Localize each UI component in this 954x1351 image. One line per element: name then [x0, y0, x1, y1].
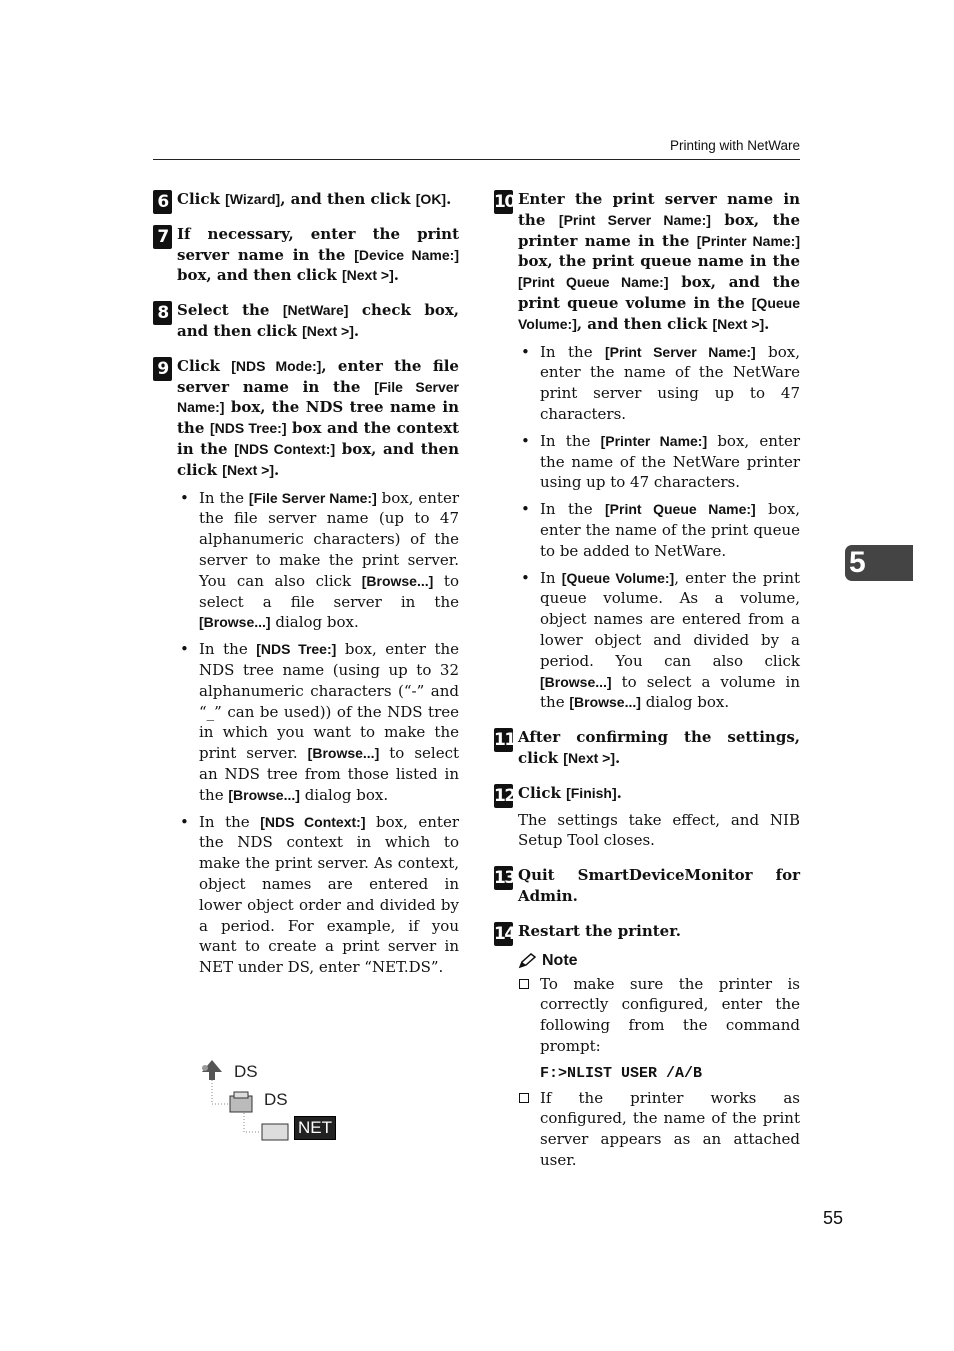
step-number: 8 — [153, 301, 172, 325]
step-instruction: Click [Finish]. — [518, 783, 622, 802]
step-number: 14 — [494, 923, 515, 944]
step-14 — [494, 921, 800, 942]
step-7 — [153, 224, 459, 286]
step-instruction: Enter the print server name in the [Print Server Name:] box, the printer name in the [Printer Name:] box, the print queue name in the [Print Queue Name:] box, and the print queue volume in the [Queue Volume:], and then click [Next >]. — [518, 190, 800, 333]
chapter-tab: 5 — [845, 545, 913, 581]
header-rule — [153, 159, 800, 160]
step-instruction: If necessary, enter the print server name in the [Device Name:] box, and then click [Next >]. — [177, 224, 459, 285]
step-instruction: After confirming the settings, click [Next >]. — [518, 728, 800, 767]
step-10 — [494, 189, 800, 713]
step-13 — [494, 865, 800, 907]
note-heading: Note — [518, 952, 800, 970]
right-column — [494, 189, 800, 1171]
step-result: The settings take effect, and NIB Setup Tool closes. — [518, 810, 800, 850]
list-item: • In the [NDS Context:] box, enter the NDS context in which to make the print server. As context, object names are entered in lower object order and divided by a period. For example, if you want to create a print server in NET under DS, enter “NET.DS”. — [180, 812, 459, 977]
note-item: If the printer works as configured, the name of the print server appears as an attached user. — [518, 1088, 800, 1171]
note-section — [494, 952, 800, 1171]
step-number: 12 — [494, 785, 515, 806]
step-number: 9 — [153, 357, 172, 381]
step-number: 7 — [153, 225, 172, 249]
tree-root-label: DS — [234, 1062, 258, 1081]
note-item: To make sure the printer is correctly configured, enter the following from the command prompt: — [518, 974, 800, 1057]
step-9 — [153, 356, 459, 978]
step-number: 6 — [153, 190, 172, 214]
org-unit-icon — [262, 1124, 288, 1140]
checkbox-bullet-icon — [519, 1093, 529, 1103]
step-9-bullets — [177, 488, 459, 978]
list-item: • In [Queue Volume:], enter the print queue volume. As a volume, object names are entered from a lower object and divided by a period. You can also click [Browse...] to select a volume in the [Browse...] dialog box. — [521, 568, 801, 712]
container-icon — [230, 1092, 252, 1112]
command-text: F:>NLIST USER /A/B — [540, 1064, 703, 1082]
step-10-bullets — [518, 342, 800, 714]
running-header: Printing with NetWare — [669, 138, 800, 153]
step-11 — [494, 727, 800, 769]
step-number: 11 — [494, 730, 515, 751]
list-item: • In the [Print Server Name:] box, enter the name of the NetWare print server using up to 47 characters. — [521, 342, 800, 423]
step-8 — [153, 300, 459, 342]
step-instruction: Click [NDS Mode:], enter the file server name in the [File Server Name:] box, the NDS tree name in the [NDS Tree:] box and the context in the [NDS Context:] box, and then click [Next >]. — [177, 356, 460, 479]
step-12 — [494, 783, 800, 851]
step-instruction: Click [Wizard], and then click [OK]. — [177, 190, 452, 208]
step-6 — [153, 189, 459, 210]
list-item: • In the [Printer Name:] box, enter the name of the NetWare printer using up to 47 characters. — [521, 431, 800, 492]
nds-tree-figure — [198, 1058, 348, 1148]
step-number: 10 — [494, 192, 515, 212]
step-instruction: Quit SmartDeviceMonitor for Admin. — [518, 866, 800, 905]
list-item: • In the [NDS Tree:] box, enter the NDS tree name (using up to 32 alphanumeric characters (“-” and “_” can be used)) of the NDS tree in which you want to make the print server. [Browse...] to select an NDS tree from those listed in the [Browse...] dialog box. — [180, 640, 460, 804]
list-item: • In the [File Server Name:] box, enter the file server name (up to 47 alphanumeric characters) of the server to make the print server. You can also click [Browse...] to select a file server in the [Browse...] dialog box. — [180, 488, 460, 632]
list-item: • In the [Print Queue Name:] box, enter the name of the print queue to be added to NetWare. — [521, 500, 800, 560]
step-instruction: Select the [NetWare] check box, and then click [Next >]. — [177, 301, 459, 340]
page-number: 55 — [823, 1208, 844, 1228]
step-instruction: Restart the printer. — [518, 921, 681, 940]
pencil-icon — [518, 953, 538, 969]
checkbox-bullet-icon — [519, 979, 529, 989]
step-number: 13 — [494, 868, 515, 889]
tree-icon — [202, 1060, 222, 1080]
left-column — [153, 189, 459, 992]
tree-child-label: DS — [264, 1090, 288, 1109]
tree-leaf-label: NET — [294, 1116, 336, 1140]
